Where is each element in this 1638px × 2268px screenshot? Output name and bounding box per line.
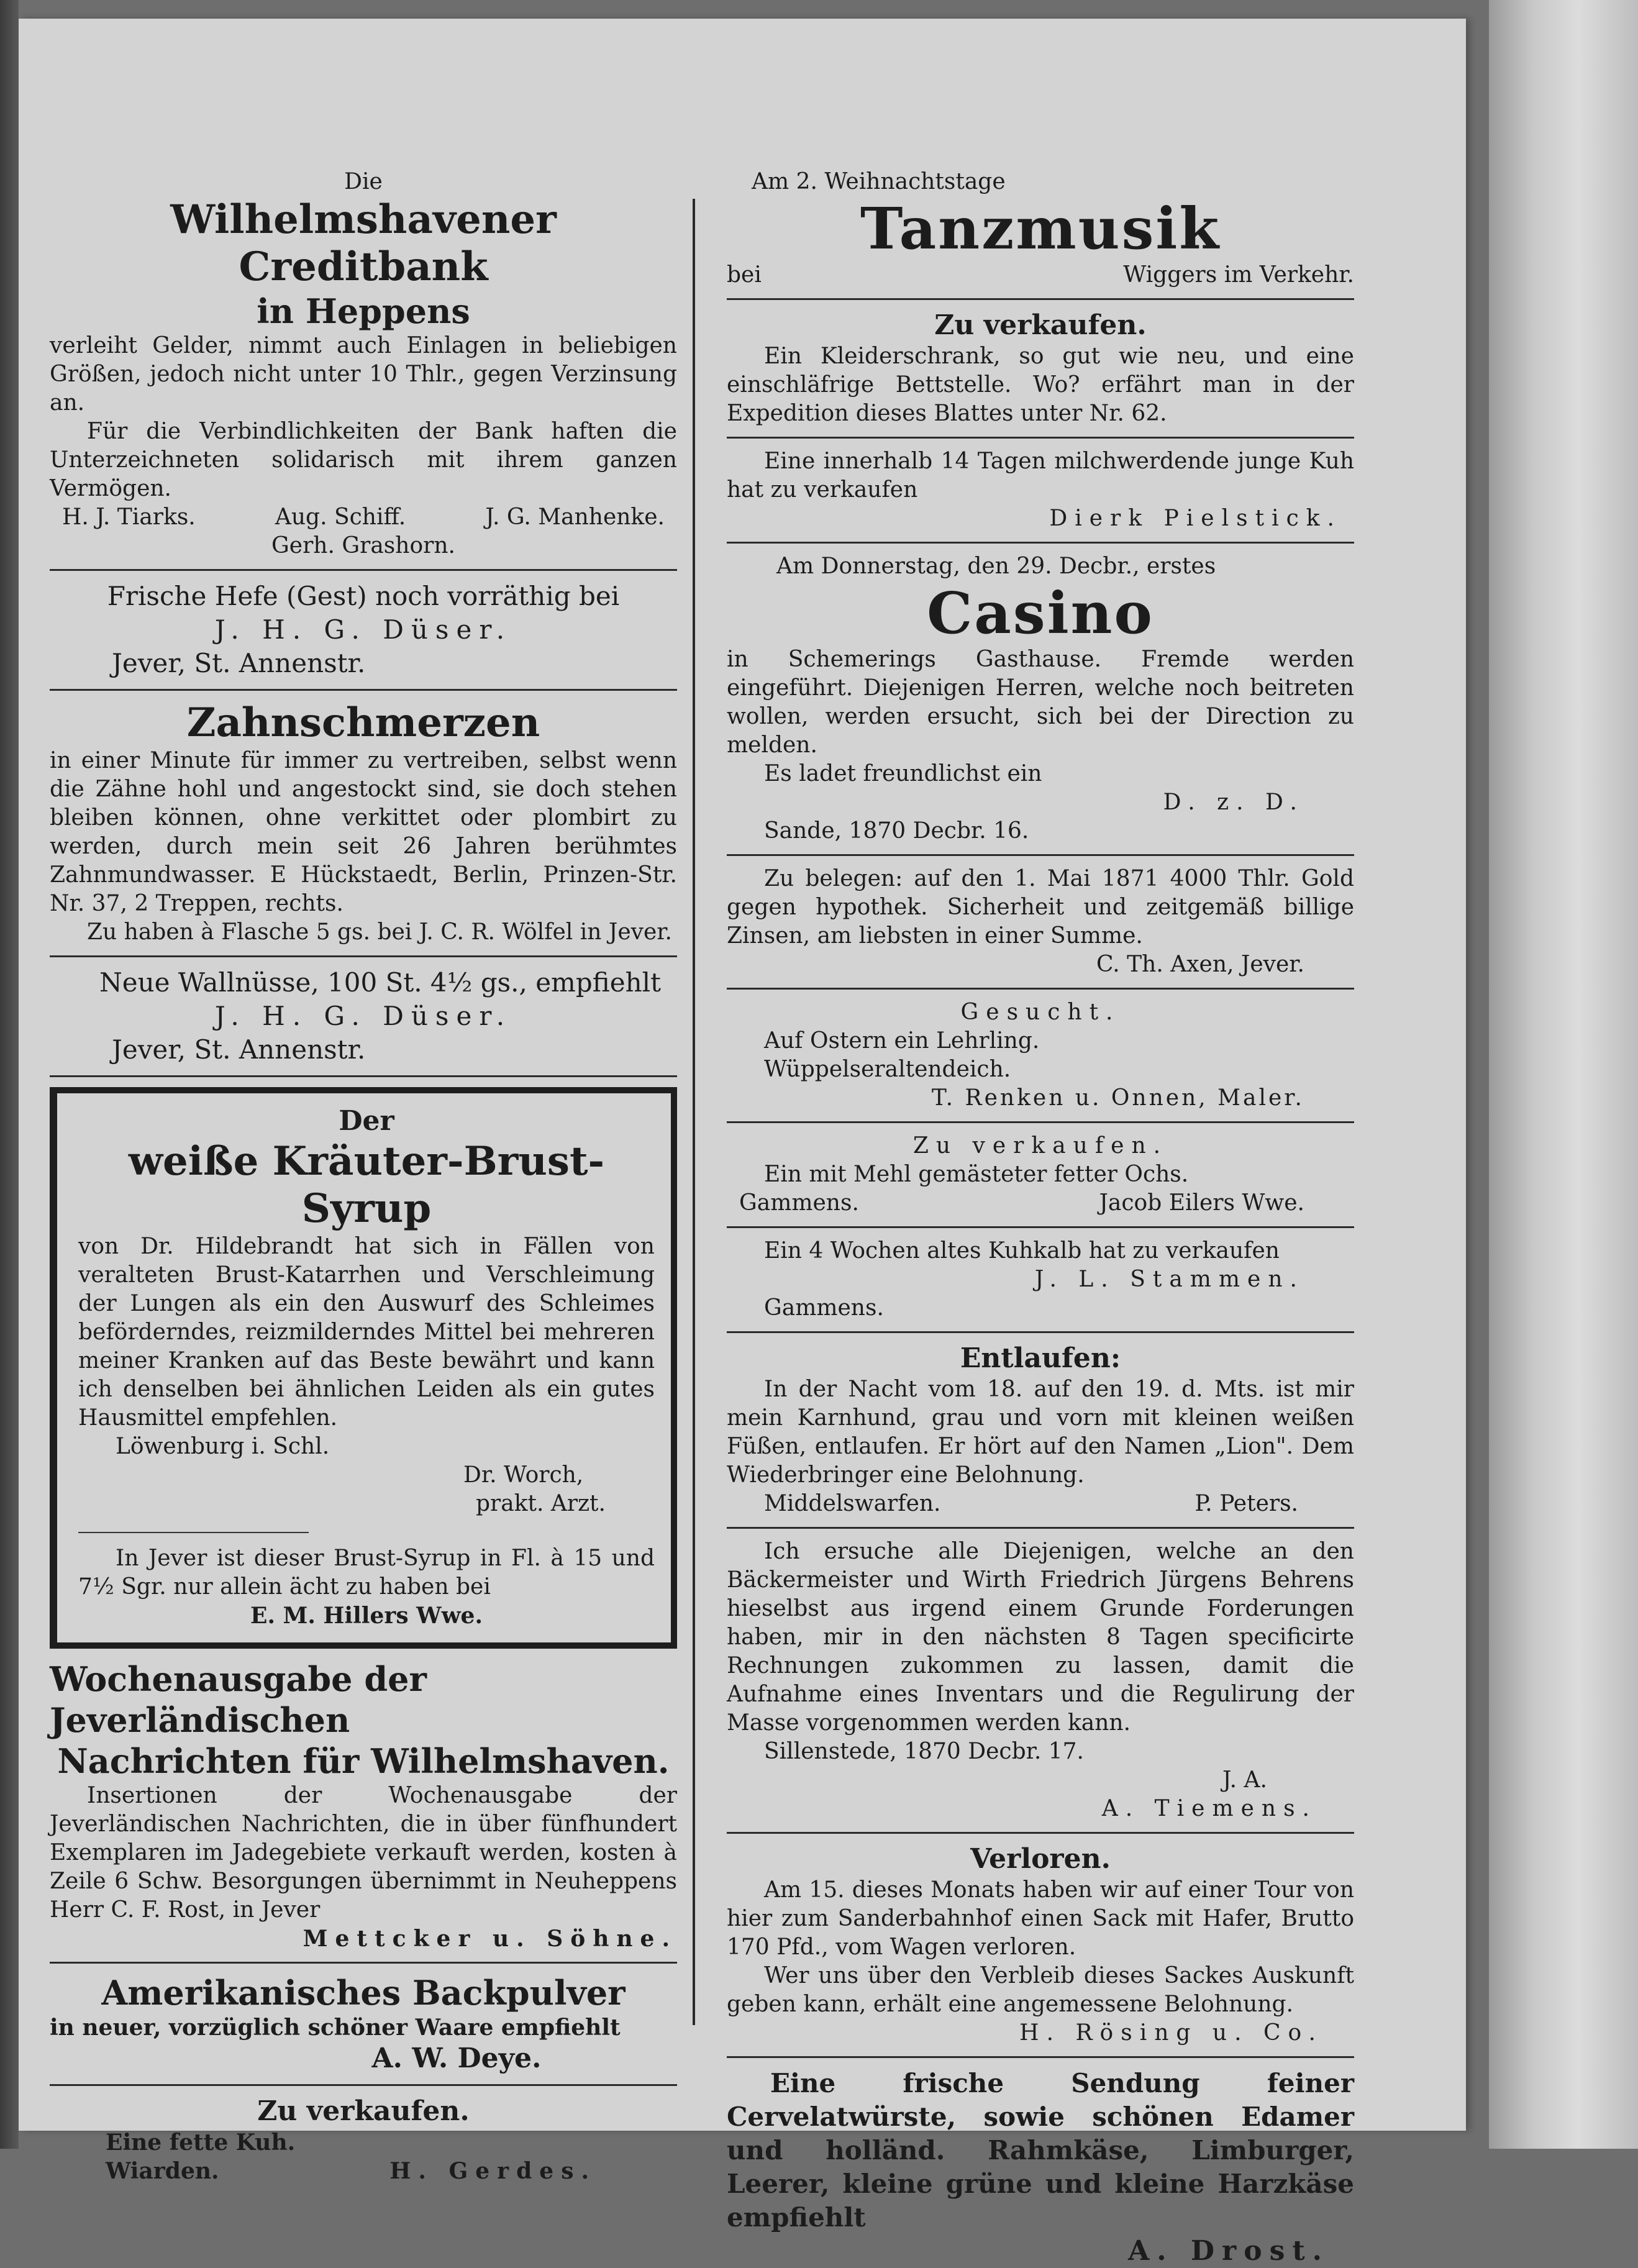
ad-pre: Die	[344, 169, 383, 194]
ad-line: Ein 4 Wochen altes Kuhkalb hat zu verkaufen	[764, 1238, 1280, 1264]
ad-kuh	[727, 447, 1354, 533]
ad-pre: Der	[339, 1105, 394, 1137]
page-stack-edge	[1489, 0, 1638, 2149]
left-column	[50, 168, 677, 2185]
ad-line: Auf Ostern ein Lehrling.	[764, 1028, 1040, 1054]
divider	[50, 1075, 677, 1077]
ad-body: Ein Kleiderschrank, so gut wie neu, und eine einschläfrige Bettstelle. Wo? erfährt man in der Expedition dieses Blattes unter Nr. 62.	[727, 344, 1354, 426]
ad-kuhkalb	[727, 1237, 1354, 1323]
signature: Jacob Eilers Wwe.	[1099, 1190, 1304, 1216]
signature: H. Rösing u. Co.	[1019, 2020, 1323, 2046]
signature: Mettcker u. Söhne.	[303, 1926, 677, 1952]
ad-dealer: E. M. Hillers Wwe.	[250, 1603, 483, 1629]
ad-backpulver	[50, 1972, 677, 2075]
ad-title: Entlaufen:	[960, 1342, 1121, 1374]
ad-place: Gammens.	[739, 1190, 859, 1216]
ad-subtitle: in Heppens	[257, 291, 470, 331]
signature: Wiggers im Verkehr.	[1123, 262, 1354, 288]
signature: A. W. Deye.	[371, 2043, 542, 2074]
ad-cervelat	[727, 2067, 1354, 2268]
signature: P. Peters.	[1194, 1491, 1298, 1516]
ad-body-2: Zu haben à Flasche 5 gs. bei J. C. R. Wölfel in Jever.	[87, 919, 672, 945]
divider	[727, 1832, 1354, 1834]
ad-place: Jever, St. Annenstr.	[112, 648, 366, 678]
divider	[727, 298, 1354, 300]
ad-title: Amerikanisches Backpulver	[101, 1973, 626, 2013]
signature: D. z. D.	[1163, 790, 1304, 815]
ad-body: In der Nacht vom 18. auf den 19. d. Mts. ist mir mein Karnhund, grau und vorn mit kleinen weißen Füßen, entlaufen. Er hört auf den Namen „Lion". Dem Wiederbringer eine Belohnung.	[727, 1377, 1354, 1488]
signature: H. Gerdes.	[389, 2158, 596, 2184]
ad-title: weiße Kräuter-Brust-	[128, 1138, 605, 1185]
ad-pre: Am Donnerstag, den 29. Decbr., erstes	[776, 553, 1216, 579]
ad-forderungen	[727, 1537, 1354, 1823]
ad-body: von Dr. Hildebrandt hat sich in Fällen von veralteten Brust-Katarrhen und Verschleimung der Lungen als ein den Auswurf des Schleimes beförderndes, reizmilderndes Mittel bei mehreren meiner Kranken auf das Beste bewährt und kann ich denselben bei ähnlichen Leiden als ein gutes Hausmittel empfehlen.	[78, 1234, 655, 1431]
signature: J. G. Manhenke.	[485, 504, 665, 530]
ad-title: Casino	[927, 580, 1154, 647]
signature: J. A.	[1222, 1767, 1267, 1793]
signature: A. Drost.	[1128, 2235, 1329, 2267]
ad-casino	[727, 552, 1354, 845]
signature: T. Renken u. Onnen, Maler.	[931, 1085, 1304, 1111]
ad-zu-belegen	[727, 865, 1354, 979]
signature: Dr. Worch,	[463, 1462, 584, 1488]
ad-creditbank	[50, 168, 677, 560]
ad-title-2: Nachrichten für Wilhelmshaven.	[57, 1741, 670, 1781]
ad-body: in einer Minute für immer zu vertreiben, selbst wenn die Zähne hohl und angestockt sind, sie doch stehen bleiben können, ohne verkittet oder plombirt zu werden, durch mein seit 26 Jahren berühmtes Zahnmundwasser. E Hückstaedt, Berlin, Prinzen-Str. Nr. 37, 2 Treppen, rechts.	[50, 748, 677, 916]
ad-line: Neue Wallnüsse, 100 St. 4½ gs., empfiehlt	[99, 967, 661, 998]
ad-body: Eine frische Sendung feiner Cervelatwürste, sowie schönen Edamer und holländ. Rahmkäse, Limburger, Leerer, kleine grüne und kleine Harzkäse empfiehlt	[727, 2068, 1354, 2233]
ad-body: Insertionen der Wochenausgabe der Jeverländischen Nachrichten, die in über fünfhundert Exemplaren im Jadegebiete verkauft werden, kosten à Zeile 6 Schw. Besorgungen übernimmt in Neuheppens Herr C. F. Rost, in Jever	[50, 1783, 677, 1923]
divider	[727, 542, 1354, 544]
ad-line: Eine fette Kuh.	[106, 2129, 296, 2156]
ad-body-2: Für die Verbindlichkeiten der Bank haften die Unterzeichneten solidarisch mit ihrem ganzen Vermögen.	[50, 419, 677, 501]
ad-hefe	[50, 580, 677, 680]
ad-body-2: Es ladet freundlichst ein	[764, 761, 1042, 786]
ad-wallnuesse	[50, 966, 677, 1067]
ad-title: Gesucht.	[960, 1000, 1121, 1025]
divider	[50, 1962, 677, 1964]
signature: H. J. Tiarks.	[62, 504, 196, 530]
ad-title: Wochenausgabe der Jeverländischen	[50, 1659, 427, 1740]
ad-body-2: In Jever ist dieser Brust-Syrup in Fl. à 15 und 7½ Sgr. nur allein ächt zu haben bei	[78, 1546, 655, 1600]
ad-body-2: Wer uns über den Verbleib dieses Sackes Auskunft geben kann, erhält eine angemessene Belohnung.	[727, 1963, 1354, 2017]
divider	[727, 854, 1354, 856]
column-rule	[693, 199, 695, 2025]
signature: J. L. Stammen.	[1034, 1267, 1304, 1292]
divider	[727, 2056, 1354, 2058]
divider	[50, 689, 677, 691]
ad-body: in Schemerings Gasthause. Fremde werden eingeführt. Diejenigen Herren, welche noch beitreten wollen, werden ersucht, sich bei der Direction zu melden.	[727, 647, 1354, 758]
ad-pre: Am 2. Weihnachtstage	[752, 169, 1006, 194]
ad-verloren	[727, 1842, 1354, 2047]
ad-body: Eine innerhalb 14 Tagen milchwerdende junge Kuh hat zu verkaufen	[727, 449, 1354, 503]
ad-bei: bei	[727, 262, 762, 288]
ad-verkaufen	[50, 2095, 677, 2185]
divider	[727, 1527, 1354, 1529]
divider	[50, 569, 677, 571]
ad-brust-syrup	[50, 1087, 677, 1649]
signature: Aug. Schiff.	[275, 504, 406, 530]
ad-zahnschmerzen	[50, 699, 677, 947]
ad-title: Zu verkaufen.	[257, 2095, 470, 2127]
ad-name: J. H. G. Düser.	[214, 614, 512, 645]
ad-title: Zahnschmerzen	[186, 699, 540, 746]
ad-place: Jever, St. Annenstr.	[112, 1034, 366, 1065]
divider	[78, 1532, 309, 1533]
ad-title: Verloren.	[970, 1843, 1111, 1875]
divider	[727, 988, 1354, 990]
ad-place: Wiarden.	[106, 2158, 219, 2184]
divider	[50, 955, 677, 957]
ad-title-2: Syrup	[301, 1185, 432, 1232]
ad-line: Ein mit Mehl gemästeter fetter Ochs.	[764, 1162, 1189, 1187]
ad-title: Zu verkaufen.	[934, 309, 1147, 341]
ad-title: Wilhelmshavener Creditbank	[170, 196, 557, 290]
ad-tanzmusik	[727, 168, 1354, 289]
ad-date: Sillenstede, 1870 Decbr. 17.	[764, 1739, 1085, 1764]
ad-body: Am 15. dieses Monats haben wir auf einer Tour von hier zum Sanderbahnhof einen Sack mit Hafer, Brutto 170 Pfd., vom Wagen verloren.	[727, 1877, 1354, 1960]
ad-title: Zu verkaufen.	[912, 1133, 1168, 1159]
divider	[50, 2084, 677, 2086]
ad-line: Wüppelseraltendeich.	[764, 1057, 1011, 1082]
ad-title: Tanzmusik	[860, 195, 1221, 262]
divider	[727, 437, 1354, 439]
signature: Dierk Pielstick.	[1049, 506, 1342, 531]
ad-name: J. H. G. Düser.	[214, 1001, 512, 1031]
signature: C. Th. Axen, Jever.	[1096, 952, 1304, 977]
signature: Gerh. Grashorn.	[271, 533, 455, 558]
ad-body: Ich ersuche alle Diejenigen, welche an den Bäckermeister und Wirth Friedrich Jürgens Behrens hieselbst aus irgend einem Grunde Forderungen haben, mir in den nächsten 8 Tagen specificirte Rechnungen zukommen zu lassen, damit die Aufnahme eines Inventars und die Regulirung der Masse vorgenommen werden kann.	[727, 1539, 1354, 1736]
divider	[727, 1121, 1354, 1123]
divider	[727, 1226, 1354, 1228]
ad-place: Löwenburg i. Schl.	[116, 1434, 330, 1459]
ad-body: Zu belegen: auf den 1. Mai 1871 4000 Thlr. Gold gegen hypothek. Sicherheit und zeitgemäß billige Zinsen, am liebsten in einer Summe.	[727, 866, 1354, 949]
ad-line: Frische Hefe (Gest) noch vorräthig bei	[107, 581, 620, 611]
ad-entlaufen	[727, 1342, 1354, 1518]
ad-place: Middelswarfen.	[764, 1491, 941, 1516]
right-column	[727, 168, 1354, 2268]
signature: A. Tiemens.	[1101, 1796, 1317, 1821]
divider	[727, 1331, 1354, 1333]
ad-zu-verkaufen-1	[727, 309, 1354, 428]
ad-wochenausgabe	[50, 1659, 677, 1953]
book-spine	[0, 0, 19, 2149]
ad-zu-verkaufen-2	[727, 1132, 1354, 1218]
ad-line: in neuer, vorzüglich schöner Waare empfiehlt	[50, 2015, 621, 2041]
ad-place: Gammens.	[764, 1295, 884, 1321]
newspaper-page	[19, 19, 1466, 2267]
signature: prakt. Arzt.	[476, 1491, 606, 1516]
ad-gesucht	[727, 998, 1354, 1113]
ad-body: verleiht Gelder, nimmt auch Einlagen in beliebigen Größen, jedoch nicht unter 10 Thlr., gegen Verzinsung an.	[50, 333, 677, 416]
ad-date: Sande, 1870 Decbr. 16.	[764, 818, 1029, 844]
